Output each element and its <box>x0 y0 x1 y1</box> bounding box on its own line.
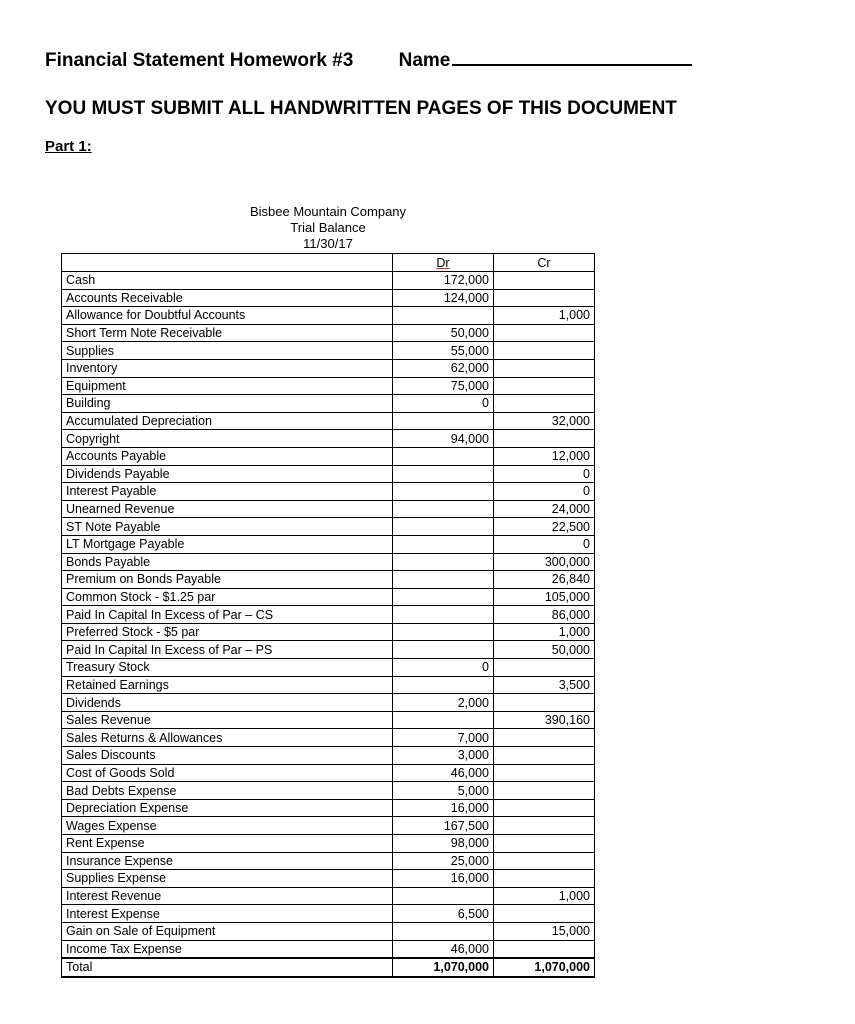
debit-cell <box>393 887 494 905</box>
total-row <box>62 958 595 977</box>
credit-cell: 0 <box>494 465 595 483</box>
table-row <box>62 623 595 641</box>
account-cell: Accumulated Depreciation <box>62 412 393 430</box>
credit-cell: 1,000 <box>494 887 595 905</box>
credit-cell: 390,160 <box>494 711 595 729</box>
credit-cell <box>494 342 595 360</box>
credit-cell: 1,000 <box>494 623 595 641</box>
debit-cell: 124,000 <box>393 289 494 307</box>
table-row <box>62 711 595 729</box>
credit-cell <box>494 817 595 835</box>
debit-cell <box>393 676 494 694</box>
trial-balance-table <box>61 253 595 978</box>
credit-cell: 0 <box>494 483 595 501</box>
account-cell: Accounts Payable <box>62 447 393 465</box>
document-title: Financial Statement Homework #3 <box>45 50 354 71</box>
debit-cell <box>393 623 494 641</box>
debit-cell <box>393 571 494 589</box>
credit-cell: 22,500 <box>494 518 595 536</box>
credit-cell: 32,000 <box>494 412 595 430</box>
debit-cell <box>393 307 494 325</box>
account-cell: Rent Expense <box>62 835 393 853</box>
table-row <box>62 835 595 853</box>
account-cell: Paid In Capital In Excess of Par – CS <box>62 606 393 624</box>
debit-cell <box>393 500 494 518</box>
account-cell: Unearned Revenue <box>62 500 393 518</box>
table-row <box>62 852 595 870</box>
table-row <box>62 694 595 712</box>
table-row <box>62 447 595 465</box>
account-cell: Income Tax Expense <box>62 940 393 958</box>
debit-cell: 3,000 <box>393 747 494 765</box>
debit-cell <box>393 711 494 729</box>
debit-cell <box>393 553 494 571</box>
credit-cell <box>494 799 595 817</box>
account-cell: Preferred Stock - $5 par <box>62 623 393 641</box>
table-row <box>62 747 595 765</box>
credit-cell: 0 <box>494 535 595 553</box>
table-row <box>62 817 595 835</box>
table-row <box>62 588 595 606</box>
account-cell: Premium on Bonds Payable <box>62 571 393 589</box>
credit-cell <box>494 870 595 888</box>
credit-cell <box>494 324 595 342</box>
account-cell: Interest Payable <box>62 483 393 501</box>
credit-cell <box>494 940 595 958</box>
debit-cell: 0 <box>393 395 494 413</box>
debit-header-label: Dr <box>436 255 450 270</box>
document-title-line <box>45 46 692 72</box>
table-row <box>62 799 595 817</box>
table-row <box>62 870 595 888</box>
table-row <box>62 342 595 360</box>
account-cell: Accounts Receivable <box>62 289 393 307</box>
table-row <box>62 289 595 307</box>
debit-cell: 94,000 <box>393 430 494 448</box>
debit-cell: 16,000 <box>393 799 494 817</box>
account-cell: Short Term Note Receivable <box>62 324 393 342</box>
table-row <box>62 324 595 342</box>
submission-warning: YOU MUST SUBMIT ALL HANDWRITTEN PAGES OF THIS DOCUMENT <box>45 98 677 119</box>
account-cell: Interest Expense <box>62 905 393 923</box>
credit-cell <box>494 430 595 448</box>
debit-cell: 46,000 <box>393 940 494 958</box>
credit-cell <box>494 359 595 377</box>
account-cell: Cash <box>62 272 393 290</box>
table-row <box>62 483 595 501</box>
account-cell: Bad Debts Expense <box>62 782 393 800</box>
credit-cell: 1,070,000 <box>494 958 595 977</box>
debit-cell: 1,070,000 <box>393 958 494 977</box>
credit-cell: 24,000 <box>494 500 595 518</box>
credit-cell <box>494 272 595 290</box>
name-label: Name <box>398 50 451 71</box>
account-cell: Dividends Payable <box>62 465 393 483</box>
table-row <box>62 465 595 483</box>
credit-cell: 26,840 <box>494 571 595 589</box>
account-cell: Supplies <box>62 342 393 360</box>
account-cell: Paid In Capital In Excess of Par – PS <box>62 641 393 659</box>
credit-cell <box>494 782 595 800</box>
debit-cell <box>393 412 494 430</box>
table-row <box>62 922 595 940</box>
account-cell: Supplies Expense <box>62 870 393 888</box>
credit-cell <box>494 289 595 307</box>
credit-cell: 15,000 <box>494 922 595 940</box>
debit-cell: 2,000 <box>393 694 494 712</box>
credit-cell <box>494 395 595 413</box>
account-cell: Treasury Stock <box>62 659 393 677</box>
debit-cell: 172,000 <box>393 272 494 290</box>
credit-cell: 50,000 <box>494 641 595 659</box>
debit-cell <box>393 465 494 483</box>
account-cell: LT Mortgage Payable <box>62 535 393 553</box>
account-cell: Wages Expense <box>62 817 393 835</box>
table-row <box>62 782 595 800</box>
debit-header <box>393 254 494 272</box>
account-cell: Insurance Expense <box>62 852 393 870</box>
table-row <box>62 940 595 958</box>
account-header-cell <box>62 254 393 272</box>
credit-cell: 86,000 <box>494 606 595 624</box>
account-cell: Retained Earnings <box>62 676 393 694</box>
table-header-row <box>62 254 595 272</box>
credit-cell <box>494 694 595 712</box>
name-blank-line[interactable] <box>452 46 692 66</box>
company-header <box>228 204 428 252</box>
account-cell: Interest Revenue <box>62 887 393 905</box>
table-row <box>62 606 595 624</box>
table-row <box>62 359 595 377</box>
company-name: Bisbee Mountain Company <box>249 204 407 219</box>
account-cell: Allowance for Doubtful Accounts <box>62 307 393 325</box>
table-row <box>62 905 595 923</box>
table-row <box>62 676 595 694</box>
table-row <box>62 272 595 290</box>
account-cell: Equipment <box>62 377 393 395</box>
debit-cell <box>393 922 494 940</box>
table-row <box>62 659 595 677</box>
account-cell: Bonds Payable <box>62 553 393 571</box>
table-row <box>62 412 595 430</box>
credit-cell: 1,000 <box>494 307 595 325</box>
debit-cell: 75,000 <box>393 377 494 395</box>
credit-cell <box>494 835 595 853</box>
credit-cell <box>494 747 595 765</box>
account-cell: Common Stock - $1.25 par <box>62 588 393 606</box>
debit-cell <box>393 483 494 501</box>
debit-cell: 7,000 <box>393 729 494 747</box>
statement-date: 11/30/17 <box>303 236 353 251</box>
debit-cell: 50,000 <box>393 324 494 342</box>
debit-cell <box>393 641 494 659</box>
table-row <box>62 430 595 448</box>
debit-cell <box>393 447 494 465</box>
debit-cell: 0 <box>393 659 494 677</box>
credit-header: Cr <box>494 254 595 272</box>
credit-cell: 300,000 <box>494 553 595 571</box>
account-cell: Inventory <box>62 359 393 377</box>
debit-cell: 5,000 <box>393 782 494 800</box>
debit-cell <box>393 606 494 624</box>
debit-cell: 25,000 <box>393 852 494 870</box>
debit-cell <box>393 535 494 553</box>
table-row <box>62 307 595 325</box>
table-row <box>62 764 595 782</box>
debit-cell: 6,500 <box>393 905 494 923</box>
account-cell: Dividends <box>62 694 393 712</box>
table-row <box>62 518 595 536</box>
account-cell: Copyright <box>62 430 393 448</box>
table-row <box>62 553 595 571</box>
credit-cell <box>494 377 595 395</box>
table-row <box>62 377 595 395</box>
credit-cell <box>494 764 595 782</box>
account-cell: Sales Discounts <box>62 747 393 765</box>
table-row <box>62 729 595 747</box>
debit-cell: 46,000 <box>393 764 494 782</box>
credit-cell <box>494 905 595 923</box>
table-row <box>62 641 595 659</box>
debit-cell <box>393 588 494 606</box>
debit-cell: 167,500 <box>393 817 494 835</box>
table-row <box>62 500 595 518</box>
table-row <box>62 395 595 413</box>
debit-cell: 62,000 <box>393 359 494 377</box>
table-row <box>62 535 595 553</box>
debit-cell <box>393 518 494 536</box>
statement-name: Trial Balance <box>290 220 366 235</box>
account-cell: Gain on Sale of Equipment <box>62 922 393 940</box>
account-cell: Cost of Goods Sold <box>62 764 393 782</box>
account-cell: Building <box>62 395 393 413</box>
debit-cell: 98,000 <box>393 835 494 853</box>
credit-cell <box>494 852 595 870</box>
credit-cell <box>494 729 595 747</box>
account-cell: ST Note Payable <box>62 518 393 536</box>
table-row <box>62 571 595 589</box>
account-cell: Sales Returns & Allowances <box>62 729 393 747</box>
table-row <box>62 887 595 905</box>
account-cell: Depreciation Expense <box>62 799 393 817</box>
part-label: Part 1: <box>45 138 92 155</box>
credit-cell: 12,000 <box>494 447 595 465</box>
credit-cell: 3,500 <box>494 676 595 694</box>
credit-cell: 105,000 <box>494 588 595 606</box>
debit-cell: 16,000 <box>393 870 494 888</box>
account-cell: Total <box>62 958 393 977</box>
debit-cell: 55,000 <box>393 342 494 360</box>
credit-cell <box>494 659 595 677</box>
account-cell: Sales Revenue <box>62 711 393 729</box>
